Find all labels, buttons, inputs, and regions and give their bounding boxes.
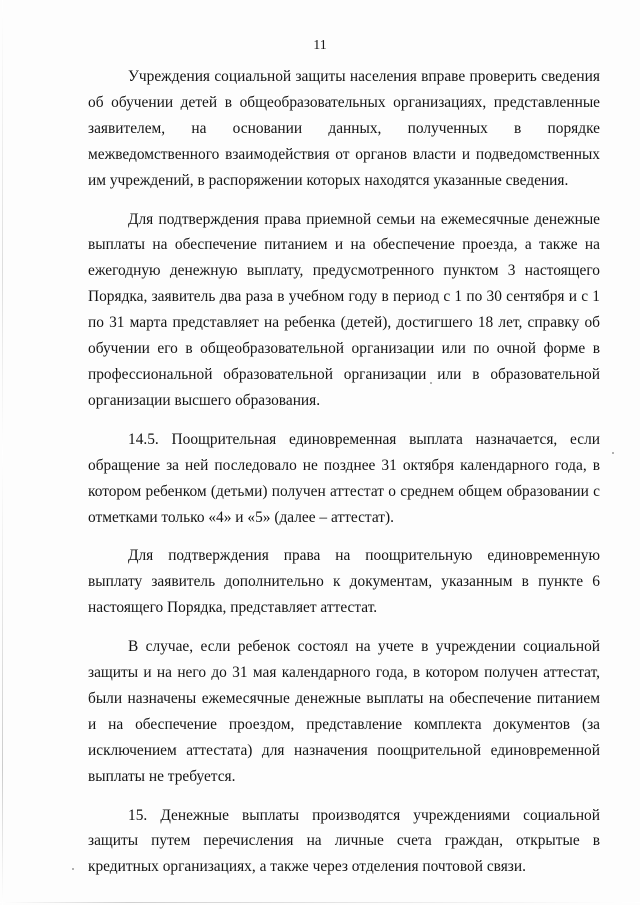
paragraph: 15. Денежные выплаты производятся учреждениями социальной защиты путем перечисления на личные счета граждан, открытые в кредитных организациях, а также через отделения почтовой связи. (88, 806, 600, 876)
paragraph: Учреждения социальной защиты населения вправе проверить сведения об обучении детей в общеобразовательных организациях, представленные заявителем, на основании данных, полученных в порядке межведомственного взаимодействия от органов власти и подведомственных им учреждений, в распоряжении которых находятся указанные сведения. (88, 68, 600, 189)
paragraph: Для подтверждения права приемной семьи на ежемесячные денежные выплаты на обеспечение питанием и на обеспечение проезда, а также на ежегодную денежную выплату, предусмотренного пунктом 3 настоящего Порядка, заявитель два раза в учебном году в период с 1 по 30 сентября и с 1 по 31 марта представляет на ребенка (детей), достигшего 18 лет, справку об обучении его в общеобразовательной организации или по очной форме в профессиональной образовательной организации или в образовательной организации высшего образования. (88, 210, 600, 409)
scan-speck (612, 452, 614, 454)
document-body (88, 64, 600, 880)
paragraph: В случае, если ребенок состоял на учете в учреждении социальной защиты и на него до 31 мая календарного года, в котором получен аттестат, были назначены ежемесячные денежные выплаты на обеспечение питанием и на обеспечение проездом, представление комплекта документов (за исключением аттестата) для назначения поощрительной единовременной выплаты не требуется. (88, 638, 600, 785)
page-number: 11 (313, 38, 327, 53)
scan-edge-left (2, 0, 3, 905)
scan-speck (72, 868, 74, 870)
scan-edge-bottom (0, 902, 640, 903)
paragraph: Для подтверждения права на поощрительную единовременную выплату заявитель дополнительно к документам, указанным в пункте 6 настоящего Порядка, представляет аттестат. (88, 547, 600, 617)
paragraph: 14.5. Поощрительная единовременная выплата назначается, если обращение за ней последовало не позднее 31 октября календарного года, в котором ребенком (детьми) получен аттестат о среднем общем образовании с отметками только «4» и «5» (далее – аттестат). (88, 430, 600, 526)
